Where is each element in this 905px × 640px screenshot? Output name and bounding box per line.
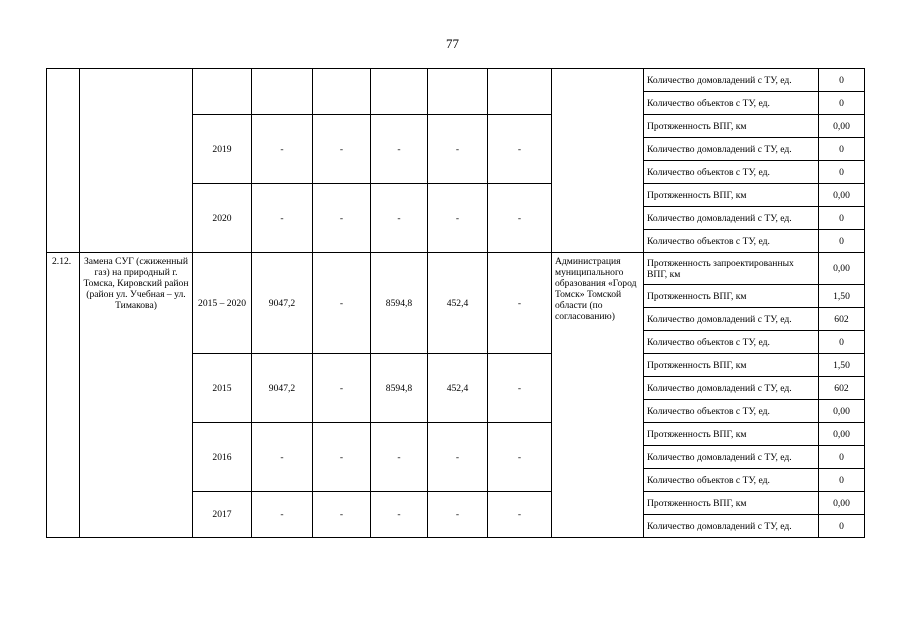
indicator-name: Количество домовладений с ТУ, ед. (644, 138, 819, 161)
indicator-name: Количество объектов с ТУ, ед. (644, 400, 819, 423)
executor: Администрация муниципального образования «Город Томск» Томской области (по согласованию) (552, 253, 644, 538)
finance-other: - (488, 423, 552, 492)
indicator-name: Протяженность ВПГ, км (644, 492, 819, 515)
year-cell (193, 69, 252, 115)
finance-local: - (428, 492, 488, 538)
indicator-value: 0,00 (819, 492, 865, 515)
finance-other: - (488, 184, 552, 253)
finance-regional: - (371, 115, 428, 184)
item-number-cell (47, 69, 80, 253)
finance-total: - (252, 423, 313, 492)
table-row (47, 253, 865, 285)
year-cell: 2017 (193, 492, 252, 538)
finance-regional: - (371, 423, 428, 492)
year-cell: 2015 (193, 354, 252, 423)
page-number: 77 (446, 36, 459, 51)
indicator-value: 0,00 (819, 115, 865, 138)
finance-regional: - (371, 492, 428, 538)
item-number: 2.12. (47, 253, 80, 538)
indicator-value: 602 (819, 308, 865, 331)
indicator-name: Количество объектов с ТУ, ед. (644, 161, 819, 184)
indicator-value: 0,00 (819, 400, 865, 423)
finance-total: 9047,2 (252, 253, 313, 354)
finance-other: - (488, 492, 552, 538)
indicator-name: Количество объектов с ТУ, ед. (644, 230, 819, 253)
program-table (46, 68, 865, 538)
finance-total: - (252, 492, 313, 538)
finance-other: - (488, 253, 552, 354)
indicator-name: Количество домовладений с ТУ, ед. (644, 377, 819, 400)
executor-cell (552, 69, 644, 253)
indicator-value: 0 (819, 469, 865, 492)
finance-federal: - (313, 423, 371, 492)
indicator-name: Количество домовладений с ТУ, ед. (644, 207, 819, 230)
table-row (47, 69, 865, 92)
indicator-name: Протяженность запроектированных ВПГ, км (644, 253, 819, 285)
indicator-name: Протяженность ВПГ, км (644, 354, 819, 377)
finance-total: - (252, 115, 313, 184)
year-cell: 2020 (193, 184, 252, 253)
indicator-name: Протяженность ВПГ, км (644, 115, 819, 138)
finance-regional: - (371, 184, 428, 253)
finance-federal: - (313, 253, 371, 354)
indicator-value: 1,50 (819, 354, 865, 377)
indicator-name: Количество домовладений с ТУ, ед. (644, 308, 819, 331)
indicator-name: Количество объектов с ТУ, ед. (644, 92, 819, 115)
indicator-value: 0 (819, 138, 865, 161)
indicator-value: 0 (819, 446, 865, 469)
finance-federal: - (313, 184, 371, 253)
indicator-name: Количество домовладений с ТУ, ед. (644, 446, 819, 469)
indicator-value: 0 (819, 230, 865, 253)
finance-other: - (488, 115, 552, 184)
indicator-name: Количество домовладений с ТУ, ед. (644, 69, 819, 92)
finance-local: - (428, 184, 488, 253)
indicator-value: 0 (819, 92, 865, 115)
indicator-value: 0 (819, 515, 865, 538)
year-cell: 2019 (193, 115, 252, 184)
indicator-name: Количество объектов с ТУ, ед. (644, 469, 819, 492)
indicator-name: Количество домовладений с ТУ, ед. (644, 515, 819, 538)
item-name: Замена СУГ (сжиженный газ) на природный г. Томска, Кировский район (район ул. Учебная – ул. Тимакова) (80, 253, 193, 538)
finance-total: 9047,2 (252, 354, 313, 423)
finance-local: 452,4 (428, 253, 488, 354)
indicator-value: 0 (819, 331, 865, 354)
finance-regional: 8594,8 (371, 354, 428, 423)
finance-local: - (428, 115, 488, 184)
indicator-value: 0,00 (819, 253, 865, 285)
indicator-value: 0 (819, 161, 865, 184)
finance-regional: 8594,8 (371, 253, 428, 354)
indicator-value: 0 (819, 69, 865, 92)
finance-other: - (488, 354, 552, 423)
year-cell: 2015 – 2020 (193, 253, 252, 354)
finance-federal: - (313, 354, 371, 423)
indicator-name: Протяженность ВПГ, км (644, 423, 819, 446)
finance-local: - (428, 423, 488, 492)
finance-total: - (252, 184, 313, 253)
indicator-name: Количество объектов с ТУ, ед. (644, 331, 819, 354)
indicator-name: Протяженность ВПГ, км (644, 285, 819, 308)
finance-local: 452,4 (428, 354, 488, 423)
finance-federal: - (313, 115, 371, 184)
indicator-value: 602 (819, 377, 865, 400)
indicator-name: Протяженность ВПГ, км (644, 184, 819, 207)
indicator-value: 0,00 (819, 423, 865, 446)
year-cell: 2016 (193, 423, 252, 492)
indicator-value: 0 (819, 207, 865, 230)
item-name-cell (80, 69, 193, 253)
indicator-value: 1,50 (819, 285, 865, 308)
indicator-value: 0,00 (819, 184, 865, 207)
finance-federal: - (313, 492, 371, 538)
